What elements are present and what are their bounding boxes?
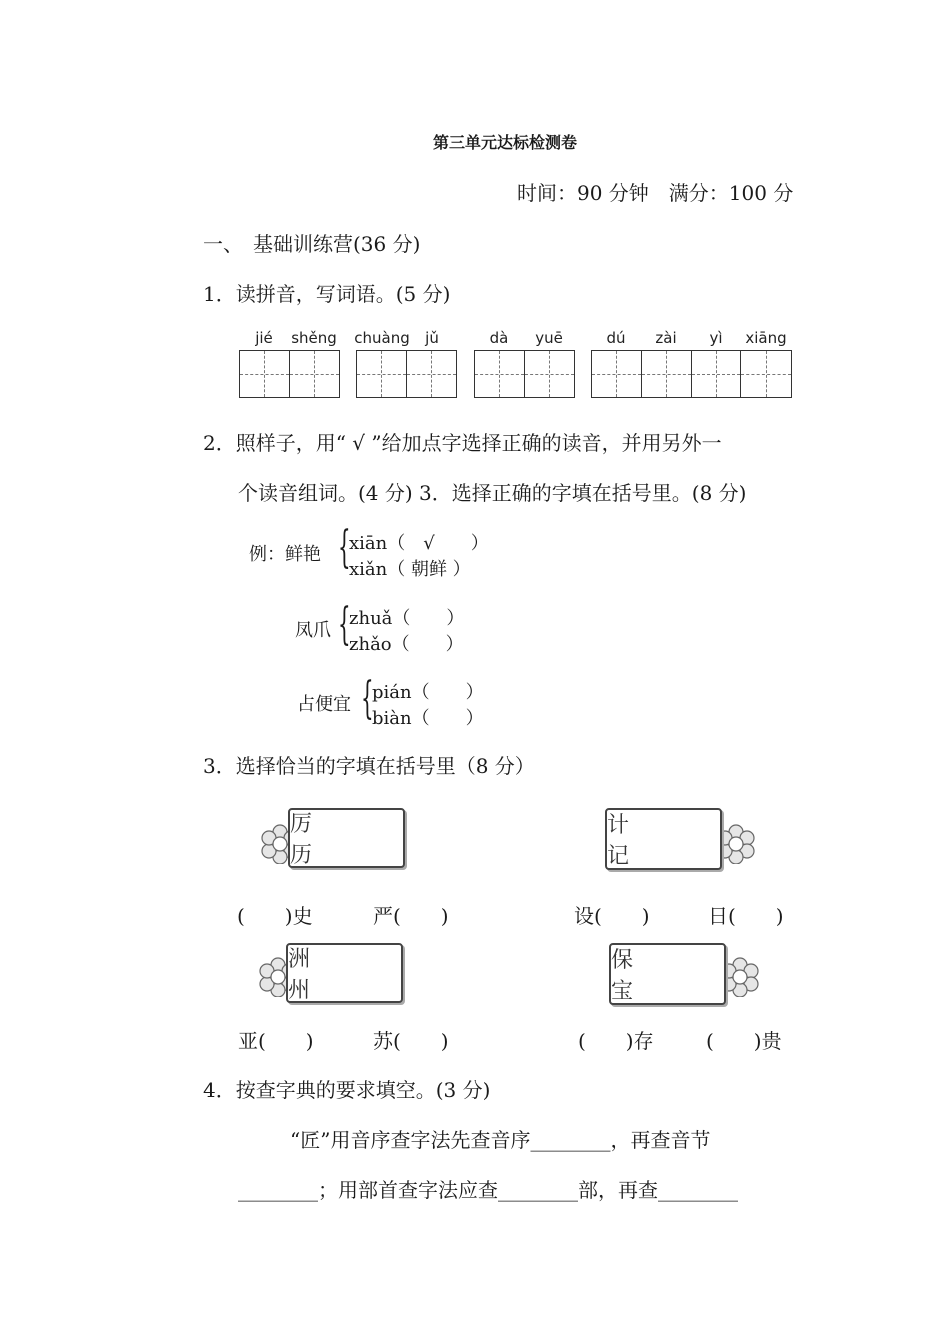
question-2-line-2: 个读音组词。(4 分) 3．选择正确的字填在括号里。(8 分) — [238, 481, 747, 505]
fill-blank[interactable]: ( )存 — [578, 1029, 654, 1053]
question-4-label: 4．按查字典的要求填空。(3 分) — [203, 1078, 491, 1102]
writing-cell[interactable] — [525, 351, 575, 397]
page-title: 第三单元达标检测卷 — [432, 133, 577, 152]
character-choice-card: 保 宝 — [609, 943, 726, 1005]
fill-blank[interactable]: ( )贵 — [706, 1029, 782, 1053]
writing-cell[interactable] — [741, 351, 791, 397]
item-option-2[interactable]: zhǎo（ ） — [349, 634, 464, 655]
writing-grid[interactable] — [239, 350, 340, 398]
flower-decoration-icon — [716, 824, 756, 864]
question-4-line-2[interactable]: ________；用部首查字法应查________部，再查________ — [238, 1178, 738, 1202]
question-2-line-1: 2．照样子，用“ √ ”给加点字选择正确的读音，并用另外一 — [203, 431, 722, 455]
question-4-line-1[interactable]: “匠”用音序查字法先查音序________，再查音节 — [290, 1128, 711, 1152]
item-option-1[interactable]: zhuǎ（ ） — [349, 608, 465, 629]
pinyin: jié — [255, 329, 273, 347]
brace-icon: { — [361, 673, 374, 724]
writing-cell[interactable] — [475, 351, 525, 397]
time-info: 时间：90 分钟 满分：100 分 — [517, 181, 794, 205]
writing-cell[interactable] — [692, 351, 742, 397]
writing-cell[interactable] — [642, 351, 692, 397]
fill-blank[interactable]: ( )史 — [237, 904, 313, 928]
question-1-label: 1．读拼音，写词语。(5 分) — [203, 282, 451, 306]
example-option-2: xiǎn（ 朝鲜 ） — [349, 559, 471, 580]
pinyin: zài — [655, 329, 677, 347]
pinyin: jǔ — [425, 329, 439, 347]
pinyin: shěng — [291, 329, 337, 347]
brace-icon: { — [338, 599, 351, 650]
section-heading: 一、 基础训练营(36 分) — [203, 232, 421, 256]
writing-cell[interactable] — [592, 351, 642, 397]
character-choice-card: 厉 历 — [288, 808, 405, 868]
pinyin: chuàng — [354, 329, 410, 347]
fill-blank[interactable]: 亚( ) — [238, 1029, 314, 1053]
fill-blank[interactable]: 设( ) — [574, 904, 650, 928]
character-choice-card: 计 记 — [605, 808, 722, 870]
pinyin: xiāng — [745, 329, 787, 347]
flower-decoration-icon — [720, 957, 760, 997]
item-option-2[interactable]: biàn（ ） — [372, 708, 484, 729]
item-option-1[interactable]: pián（ ） — [372, 682, 484, 703]
writing-grid[interactable] — [356, 350, 457, 398]
writing-cell[interactable] — [240, 351, 290, 397]
character-choice-card: 洲 州 — [286, 943, 403, 1003]
example-option-1: xiān（ √ ） — [349, 533, 489, 554]
question-3-label: 3．选择恰当的字填在括号里（8 分） — [203, 754, 535, 778]
item-word: 占便宜 — [297, 694, 351, 715]
fill-blank[interactable]: 苏( ) — [373, 1029, 449, 1053]
item-word: 凤爪 — [295, 620, 331, 641]
pinyin: yuē — [535, 329, 563, 347]
example-word: 例：鲜艳 — [249, 544, 321, 565]
brace-icon: { — [338, 522, 351, 573]
fill-blank[interactable]: 严( ) — [373, 904, 449, 928]
writing-grid[interactable] — [591, 350, 792, 398]
writing-cell[interactable] — [357, 351, 407, 397]
writing-cell[interactable] — [407, 351, 457, 397]
writing-grid[interactable] — [474, 350, 575, 398]
writing-cell[interactable] — [290, 351, 340, 397]
pinyin: yì — [709, 329, 723, 347]
fill-blank[interactable]: 日( ) — [708, 904, 784, 928]
pinyin: dú — [606, 329, 626, 347]
pinyin: dà — [489, 329, 509, 347]
